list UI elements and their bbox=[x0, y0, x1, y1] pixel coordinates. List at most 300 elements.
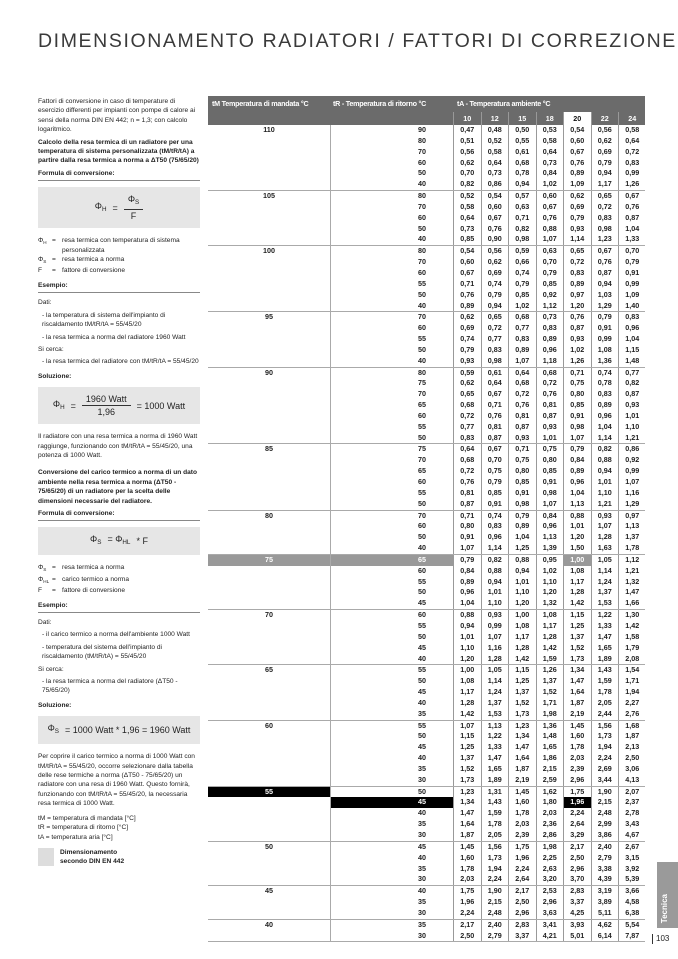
factor-cell: 1,26 bbox=[618, 179, 646, 190]
table-row bbox=[208, 709, 645, 720]
factor-cell: 0,74 bbox=[481, 511, 509, 522]
factor-cell: 0,91 bbox=[591, 323, 619, 334]
factor-cell: 0,93 bbox=[508, 433, 536, 444]
factor-cell: 0,97 bbox=[563, 290, 591, 301]
factor-cell: 0,94 bbox=[481, 577, 509, 588]
equals-sign: = bbox=[52, 575, 56, 583]
factor-cell: 2,19 bbox=[563, 709, 591, 720]
table-row bbox=[208, 621, 645, 632]
factor-cell: 1,03 bbox=[591, 290, 619, 301]
factor-cell: 0,64 bbox=[536, 147, 564, 158]
table-row bbox=[208, 698, 645, 709]
factor-cell: 0,61 bbox=[508, 147, 536, 158]
factor-cell: 1,64 bbox=[508, 753, 536, 764]
factor-cell: 1,52 bbox=[508, 698, 536, 709]
factor-cell: 1,18 bbox=[536, 356, 564, 367]
factor-cell: 0,76 bbox=[508, 400, 536, 411]
factor-cell: 1,02 bbox=[536, 179, 564, 190]
factor-cell: 1,64 bbox=[453, 819, 481, 830]
factor-cell: 0,60 bbox=[481, 202, 509, 213]
table-row bbox=[208, 499, 645, 510]
factor-cell: 1,90 bbox=[591, 787, 619, 798]
table-row bbox=[208, 433, 645, 444]
factor-cell: 0,79 bbox=[453, 555, 481, 566]
factor-cell: 1,65 bbox=[536, 742, 564, 753]
tm-group bbox=[208, 721, 645, 787]
factor-cell: 1,62 bbox=[536, 787, 564, 798]
factor-cell: 0,88 bbox=[481, 566, 509, 577]
factor-cell: 0,67 bbox=[618, 191, 646, 202]
factor-cell: 0,85 bbox=[508, 477, 536, 488]
tm-group bbox=[208, 787, 645, 842]
factor-cell: 0,56 bbox=[481, 246, 509, 257]
factor-cell: 1,33 bbox=[591, 621, 619, 632]
symbol-subscript: HL bbox=[43, 578, 50, 584]
factor-cell: 1,53 bbox=[591, 598, 619, 609]
return-temp: 60 bbox=[330, 158, 453, 169]
factor-cell: 1,15 bbox=[563, 610, 591, 621]
table-row bbox=[208, 753, 645, 764]
return-temp: 55 bbox=[330, 422, 453, 433]
factor-cell: 3,44 bbox=[591, 775, 619, 786]
symbol bbox=[38, 255, 52, 266]
table-row bbox=[208, 511, 645, 522]
factor-cell: 0,76 bbox=[481, 411, 509, 422]
table-header bbox=[208, 96, 645, 125]
equals-sign: = bbox=[52, 256, 56, 264]
factor-cell: 3,93 bbox=[563, 920, 591, 931]
factor-cell: 1,09 bbox=[563, 179, 591, 190]
factor-cell: 1,10 bbox=[453, 643, 481, 654]
factor-cell: 0,94 bbox=[591, 168, 619, 179]
factor-cell: 1,73 bbox=[591, 731, 619, 742]
factor-cell: 1,34 bbox=[563, 665, 591, 676]
page-number: 103 bbox=[652, 934, 669, 944]
factor-cell: 0,68 bbox=[508, 312, 536, 323]
factor-cell: 0,65 bbox=[453, 389, 481, 400]
factor-cell: 2,05 bbox=[481, 830, 509, 841]
factor-cell: 0,98 bbox=[481, 356, 509, 367]
return-temp: 70 bbox=[330, 202, 453, 213]
factor-cell: 1,14 bbox=[481, 543, 509, 554]
table-row bbox=[208, 886, 645, 897]
factor-cell: 1,59 bbox=[591, 676, 619, 687]
factor-cell: 1,87 bbox=[618, 731, 646, 742]
factor-cell: 1,78 bbox=[481, 819, 509, 830]
factor-cell: 2,36 bbox=[536, 819, 564, 830]
factor-cell: 4,67 bbox=[618, 830, 646, 841]
factor-cell: 1,01 bbox=[536, 433, 564, 444]
factor-cell: 0,53 bbox=[536, 125, 564, 136]
factor-cell: 1,17 bbox=[453, 687, 481, 698]
factor-cell: 0,51 bbox=[453, 136, 481, 147]
factor-cell: 0,79 bbox=[453, 345, 481, 356]
factor-cell: 1,78 bbox=[618, 543, 646, 554]
definition-item bbox=[38, 563, 200, 574]
table-row bbox=[208, 920, 645, 931]
factor-cell: 1,20 bbox=[536, 587, 564, 598]
factor-cell: 2,24 bbox=[508, 864, 536, 875]
factor-cell: 1,17 bbox=[591, 179, 619, 190]
factor-cell: 1,04 bbox=[453, 598, 481, 609]
factor-cell: 2,25 bbox=[536, 853, 564, 864]
factor-cell: 4,21 bbox=[536, 931, 564, 942]
factor-cell: 0,98 bbox=[563, 422, 591, 433]
table-row bbox=[208, 853, 645, 864]
factor-cell: 1,60 bbox=[508, 797, 536, 808]
return-temp: 45 bbox=[330, 687, 453, 698]
factor-cell: 1,28 bbox=[481, 654, 509, 665]
factor-cell: 2,86 bbox=[536, 830, 564, 841]
factor-cell: 0,85 bbox=[453, 234, 481, 245]
factor-cell: 0,83 bbox=[453, 433, 481, 444]
factor-cell: 0,82 bbox=[508, 224, 536, 235]
factor-cell: 1,07 bbox=[481, 632, 509, 643]
factor-cell: 2,24 bbox=[591, 753, 619, 764]
factor-cell: 1,20 bbox=[508, 598, 536, 609]
tm-group bbox=[208, 125, 645, 191]
tm-group bbox=[208, 368, 645, 445]
table-row bbox=[208, 521, 645, 532]
factor-cell: 0,70 bbox=[618, 246, 646, 257]
factor-cell: 0,79 bbox=[508, 511, 536, 522]
factor-cell: 1,34 bbox=[508, 731, 536, 742]
table-row bbox=[208, 632, 645, 643]
factor-cell: 0,67 bbox=[481, 389, 509, 400]
factor-cell: 1,96 bbox=[453, 897, 481, 908]
factor-cell: 1,52 bbox=[536, 687, 564, 698]
factor-cell: 2,79 bbox=[481, 931, 509, 942]
factor-cell: 1,47 bbox=[563, 676, 591, 687]
factor-cell: 0,75 bbox=[563, 378, 591, 389]
factor-cell: 0,87 bbox=[563, 323, 591, 334]
definition-item bbox=[38, 266, 200, 277]
factor-cell: 1,15 bbox=[453, 731, 481, 742]
factor-cell: 0,74 bbox=[591, 368, 619, 379]
factor-cell: 1,89 bbox=[481, 775, 509, 786]
return-temp: 70 bbox=[330, 455, 453, 466]
return-temp: 40 bbox=[330, 301, 453, 312]
factor-cell: 1,00 bbox=[453, 665, 481, 676]
factor-cell: 0,83 bbox=[618, 312, 646, 323]
factor-cell: 1,42 bbox=[618, 621, 646, 632]
factor-cell: 1,04 bbox=[508, 532, 536, 543]
factor-cell: 0,91 bbox=[453, 532, 481, 543]
factor-cell: 1,40 bbox=[618, 301, 646, 312]
table-row bbox=[208, 864, 645, 875]
factor-cell: 0,94 bbox=[508, 566, 536, 577]
factor-cell: 1,64 bbox=[563, 687, 591, 698]
factor-cell: 2,03 bbox=[563, 753, 591, 764]
return-temp: 45 bbox=[330, 842, 453, 853]
factor-cell: 2,24 bbox=[453, 908, 481, 919]
factor-cell: 0,56 bbox=[453, 147, 481, 158]
example-line: - la resa termica a norma del radiatore (ΔT50 - 75/65/20) bbox=[42, 678, 178, 695]
table-row bbox=[208, 411, 645, 422]
factor-cell: 1,05 bbox=[481, 665, 509, 676]
factor-cell: 2,69 bbox=[591, 764, 619, 775]
factor-cell: 0,83 bbox=[591, 213, 619, 224]
factor-cell: 1,31 bbox=[481, 787, 509, 798]
factor-cell: 1,15 bbox=[618, 345, 646, 356]
factor-cell: 0,94 bbox=[591, 279, 619, 290]
factor-cell: 3,19 bbox=[591, 886, 619, 897]
table-row bbox=[208, 257, 645, 268]
factor-cell: 0,65 bbox=[591, 191, 619, 202]
factor-cell: 1,58 bbox=[618, 632, 646, 643]
table-row bbox=[208, 654, 645, 665]
factor-cell: 1,15 bbox=[508, 665, 536, 676]
table-row bbox=[208, 587, 645, 598]
return-temp: 50 bbox=[330, 224, 453, 235]
factor-cell: 0,75 bbox=[536, 444, 564, 455]
factor-cell: 1,07 bbox=[618, 477, 646, 488]
factor-cell: 0,60 bbox=[453, 257, 481, 268]
return-temp: 35 bbox=[330, 897, 453, 908]
table-row bbox=[208, 323, 645, 334]
header-tr: tR - Temperatura di ritorno °C bbox=[333, 99, 427, 108]
factor-cell: 0,91 bbox=[563, 411, 591, 422]
factor-cell: 1,12 bbox=[536, 301, 564, 312]
return-temp: 40 bbox=[330, 356, 453, 367]
factor-cell: 1,23 bbox=[508, 721, 536, 732]
return-temp: 30 bbox=[330, 908, 453, 919]
example-label-2: Esempio: bbox=[38, 601, 200, 613]
factor-cell: 1,10 bbox=[536, 577, 564, 588]
factor-cell: 0,68 bbox=[453, 455, 481, 466]
return-temp: 50 bbox=[330, 532, 453, 543]
factor-cell: 1,08 bbox=[536, 610, 564, 621]
table-row bbox=[208, 224, 645, 235]
factor-cell: 2,76 bbox=[618, 709, 646, 720]
table-row bbox=[208, 290, 645, 301]
table-row bbox=[208, 356, 645, 367]
factor-cell: 0,73 bbox=[453, 224, 481, 235]
return-temp: 50 bbox=[330, 587, 453, 598]
definition-text: fattore di conversione bbox=[62, 587, 126, 595]
factor-cell: 1,37 bbox=[453, 753, 481, 764]
factor-cell: 2,24 bbox=[481, 874, 509, 885]
factor-cell: 0,54 bbox=[453, 246, 481, 257]
factor-cell: 1,23 bbox=[591, 234, 619, 245]
factor-cell: 2,48 bbox=[481, 908, 509, 919]
return-temp: 50 bbox=[330, 632, 453, 643]
return-temp: 65 bbox=[330, 466, 453, 477]
symbol-subscript: H bbox=[43, 240, 47, 246]
table-row bbox=[208, 731, 645, 742]
factor-cell: 1,24 bbox=[481, 687, 509, 698]
factor-cell: 1,45 bbox=[563, 721, 591, 732]
factor-cell: 1,45 bbox=[508, 787, 536, 798]
section-tab[interactable] bbox=[657, 862, 678, 928]
factor-cell: 2,83 bbox=[508, 920, 536, 931]
factor-cell: 0,82 bbox=[591, 444, 619, 455]
legend bbox=[38, 848, 200, 867]
factor-cell: 1,21 bbox=[618, 566, 646, 577]
table-row bbox=[208, 168, 645, 179]
symbol-subscript: S bbox=[43, 259, 47, 265]
calc-title: Calcolo della resa termica di un radiatore per una temperatura di sistema personalizzata (tM/tR/tA) a partire dalla resa termica a norma a ΔT50 (75/65/20) bbox=[38, 138, 199, 165]
factor-cell: 2,99 bbox=[591, 819, 619, 830]
factor-cell: 1,14 bbox=[591, 566, 619, 577]
factor-cell: 0,94 bbox=[508, 179, 536, 190]
table-row bbox=[208, 931, 645, 942]
factor-cell: 0,68 bbox=[453, 400, 481, 411]
factor-cell: 2,15 bbox=[536, 764, 564, 775]
factor-cell: 1,36 bbox=[591, 356, 619, 367]
factor-cell: 3,86 bbox=[591, 830, 619, 841]
example-1 bbox=[38, 298, 200, 366]
factor-cell: 0,54 bbox=[563, 125, 591, 136]
factor-cell: 0,57 bbox=[508, 191, 536, 202]
table-row bbox=[208, 389, 645, 400]
example-line: - il carico termico a norma dell'ambiente 1000 Watt bbox=[42, 631, 190, 639]
factor-cell: 1,14 bbox=[481, 676, 509, 687]
factor-cell: 1,73 bbox=[453, 775, 481, 786]
factor-cell: 1,78 bbox=[453, 864, 481, 875]
factor-cell: 0,56 bbox=[591, 125, 619, 136]
return-temp: 40 bbox=[330, 886, 453, 897]
factor-cell: 0,85 bbox=[536, 279, 564, 290]
ambient-temp-col-18: 18 bbox=[536, 112, 564, 125]
factor-cell: 1,10 bbox=[508, 587, 536, 598]
symbol-letter: Φ bbox=[38, 237, 44, 245]
return-temp: 45 bbox=[330, 742, 453, 753]
example-line: Si cerca: bbox=[38, 665, 64, 673]
symbol bbox=[38, 563, 52, 574]
factor-cell: 1,34 bbox=[453, 797, 481, 808]
factor-cell: 0,86 bbox=[481, 179, 509, 190]
factor-cell: 0,89 bbox=[453, 577, 481, 588]
factor-cell: 0,88 bbox=[508, 555, 536, 566]
factor-cell: 0,91 bbox=[481, 499, 509, 510]
factor-cell: 1,00 bbox=[563, 555, 591, 566]
factor-cell: 1,47 bbox=[508, 742, 536, 753]
factor-cell: 0,76 bbox=[563, 312, 591, 323]
factor-cell: 1,02 bbox=[563, 345, 591, 356]
symbol bbox=[38, 575, 52, 586]
formula-lhs: $\Phi_H$ bbox=[94, 200, 107, 213]
factor-cell: 1,75 bbox=[563, 787, 591, 798]
solution-label: Soluzione: bbox=[38, 372, 72, 380]
flow-temp: 55 bbox=[208, 787, 330, 798]
ambient-temp-col-22: 22 bbox=[591, 112, 619, 125]
return-temp: 40 bbox=[330, 698, 453, 709]
table-row bbox=[208, 246, 645, 257]
factor-cell: 0,84 bbox=[536, 511, 564, 522]
factor-cell: 0,62 bbox=[453, 312, 481, 323]
table-row bbox=[208, 842, 645, 853]
factor-cell: 0,58 bbox=[618, 125, 646, 136]
factor-cell: 0,73 bbox=[481, 168, 509, 179]
table-row bbox=[208, 234, 645, 245]
factor-cell: 0,54 bbox=[481, 191, 509, 202]
example-line: Dati: bbox=[38, 299, 52, 307]
factor-cell: 1,59 bbox=[481, 808, 509, 819]
return-temp: 55 bbox=[330, 488, 453, 499]
factor-cell: 0,47 bbox=[453, 125, 481, 136]
factor-cell: 3,37 bbox=[508, 931, 536, 942]
factor-cell: 1,37 bbox=[536, 676, 564, 687]
return-temp: 80 bbox=[330, 246, 453, 257]
factor-cell: 1,36 bbox=[536, 721, 564, 732]
factor-cell: 0,81 bbox=[453, 488, 481, 499]
factor-cell: 1,78 bbox=[508, 808, 536, 819]
factor-cell: 0,62 bbox=[453, 378, 481, 389]
factor-cell: 2,08 bbox=[618, 654, 646, 665]
factor-cell: 1,17 bbox=[536, 621, 564, 632]
factor-cell: 0,67 bbox=[536, 202, 564, 213]
factor-cell: 0,71 bbox=[508, 213, 536, 224]
return-temp: 50 bbox=[330, 290, 453, 301]
factor-cell: 1,02 bbox=[508, 301, 536, 312]
flow-temp: 50 bbox=[265, 841, 273, 851]
symbol bbox=[38, 266, 52, 277]
factor-cell: 0,85 bbox=[508, 290, 536, 301]
factor-cell: 0,96 bbox=[453, 587, 481, 598]
factor-cell: 0,59 bbox=[508, 246, 536, 257]
factor-cell: 1,01 bbox=[591, 477, 619, 488]
ambient-temp-col-20: 20 bbox=[563, 112, 591, 125]
factor-cell: 0,85 bbox=[563, 400, 591, 411]
table-row bbox=[208, 455, 645, 466]
factor-cell: 3,37 bbox=[563, 897, 591, 908]
factor-cell: 0,94 bbox=[481, 301, 509, 312]
tm-group bbox=[208, 665, 645, 720]
abbreviation: tA = temperatura aria [°C] bbox=[38, 833, 113, 841]
factor-cell: 0,91 bbox=[536, 477, 564, 488]
factor-cell: 3,29 bbox=[563, 830, 591, 841]
definition-text: fattore di conversione bbox=[62, 267, 126, 275]
factor-cell: 3,92 bbox=[618, 864, 646, 875]
return-temp: 55 bbox=[330, 665, 453, 676]
table-row bbox=[208, 191, 645, 202]
factor-cell: 0,68 bbox=[536, 368, 564, 379]
factor-cell: 0,58 bbox=[453, 202, 481, 213]
tm-group bbox=[208, 511, 645, 555]
factor-cell: 1,66 bbox=[618, 598, 646, 609]
factor-cell: 1,94 bbox=[591, 742, 619, 753]
factor-cell: 0,64 bbox=[453, 213, 481, 224]
solution-label-2: Soluzione: bbox=[38, 701, 72, 709]
factor-cell: 0,79 bbox=[508, 279, 536, 290]
formula-label-2: Formula di conversione: bbox=[38, 509, 200, 521]
symbol-letter: F bbox=[38, 267, 43, 275]
factor-cell: 1,32 bbox=[618, 577, 646, 588]
factor-cell: 0,85 bbox=[536, 466, 564, 477]
flow-temp: 60 bbox=[265, 720, 273, 730]
factor-cell: 1,13 bbox=[536, 532, 564, 543]
factor-cell: 0,88 bbox=[453, 610, 481, 621]
return-temp: 60 bbox=[330, 213, 453, 224]
symbol bbox=[38, 586, 52, 597]
factor-cell: 1,37 bbox=[591, 587, 619, 598]
factor-cell: 0,71 bbox=[453, 511, 481, 522]
factor-cell: 0,76 bbox=[536, 389, 564, 400]
factor-cell: 0,96 bbox=[481, 532, 509, 543]
factor-cell: 2,50 bbox=[453, 931, 481, 942]
factor-cell: 0,98 bbox=[508, 234, 536, 245]
factor-cell: 4,58 bbox=[618, 897, 646, 908]
factor-cell: 1,07 bbox=[453, 543, 481, 554]
factor-cell: 1,29 bbox=[618, 499, 646, 510]
return-temp: 90 bbox=[330, 125, 453, 136]
factor-cell: 1,71 bbox=[536, 698, 564, 709]
factor-cell: 0,91 bbox=[508, 488, 536, 499]
symbol-letter: Φ bbox=[38, 575, 44, 583]
factor-cell: 0,76 bbox=[563, 158, 591, 169]
factor-cell: 1,08 bbox=[508, 621, 536, 632]
